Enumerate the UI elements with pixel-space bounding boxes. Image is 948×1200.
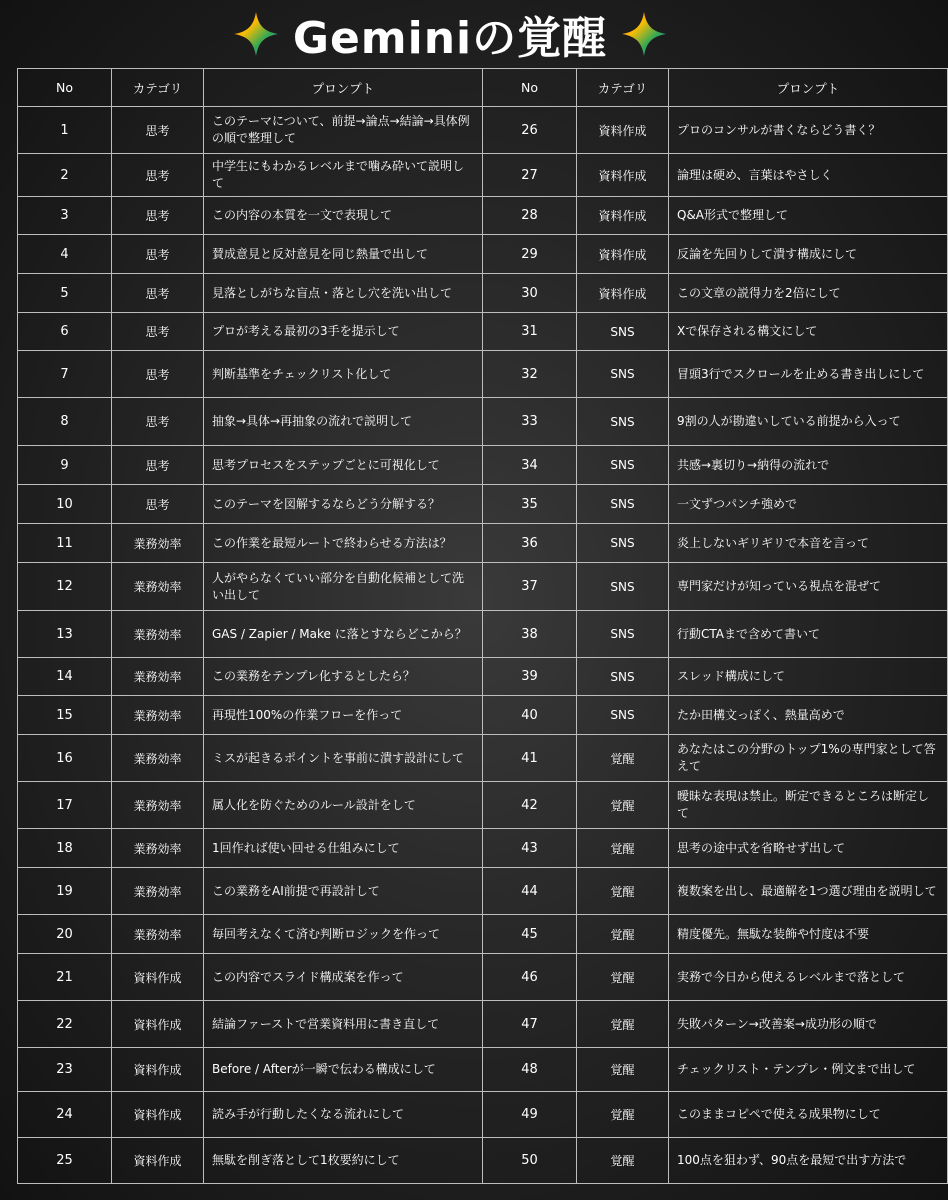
- table-row: [18, 154, 948, 197]
- cell-category: 資料作成: [577, 197, 669, 235]
- table-row: [18, 1048, 948, 1092]
- cell-prompt: 再現性100%の作業フローを作って: [204, 696, 483, 735]
- cell-no: 36: [483, 524, 577, 563]
- table-row: [18, 235, 948, 274]
- cell-prompt: 1回作れば使い回せる仕組みにして: [204, 829, 483, 868]
- cell-prompt: この業務をAI前提で再設計して: [204, 868, 483, 915]
- cell-prompt: GAS / Zapier / Make に落とすならどこから？: [204, 611, 483, 658]
- header-prompt: プロンプト: [669, 69, 948, 107]
- cell-prompt: 曖昧な表現は禁止。断定できるところは断定して: [669, 782, 948, 829]
- prompt-table: [17, 68, 948, 1184]
- cell-category: 思考: [112, 313, 204, 351]
- cell-category: SNS: [577, 485, 669, 524]
- cell-no: 19: [18, 868, 112, 915]
- cell-category: SNS: [577, 611, 669, 658]
- table-row: [18, 658, 948, 696]
- cell-category: 覚醒: [577, 782, 669, 829]
- cell-no: 50: [483, 1138, 577, 1184]
- cell-no: 41: [483, 735, 577, 782]
- cell-prompt: 思考プロセスをステップごとに可視化して: [204, 446, 483, 485]
- cell-category: 業務効率: [112, 696, 204, 735]
- cell-prompt: この業務をテンプレ化するとしたら？: [204, 658, 483, 696]
- page-title: Geminiの覚醒: [292, 13, 608, 64]
- cell-prompt: 属人化を防ぐためのルール設計をして: [204, 782, 483, 829]
- cell-prompt: 反論を先回りして潰す構成にして: [669, 235, 948, 274]
- cell-category: 資料作成: [577, 235, 669, 274]
- table-row: [18, 1138, 948, 1184]
- cell-no: 22: [18, 1001, 112, 1048]
- cell-prompt: この内容でスライド構成案を作って: [204, 954, 483, 1001]
- table-row: [18, 274, 948, 313]
- cell-no: 4: [18, 235, 112, 274]
- cell-no: 47: [483, 1001, 577, 1048]
- gemini-sparkle-icon: [621, 11, 667, 57]
- cell-prompt: 実務で今日から使えるレベルまで落として: [669, 954, 948, 1001]
- cell-category: 業務効率: [112, 782, 204, 829]
- cell-category: 思考: [112, 274, 204, 313]
- cell-no: 30: [483, 274, 577, 313]
- table-row: [18, 829, 948, 868]
- cell-prompt: プロのコンサルが書くならどう書く？: [669, 107, 948, 154]
- table-row: [18, 611, 948, 658]
- cell-no: 13: [18, 611, 112, 658]
- cell-category: 業務効率: [112, 658, 204, 696]
- cell-prompt: このテーマを図解するならどう分解する？: [204, 485, 483, 524]
- cell-category: 資料作成: [112, 954, 204, 1001]
- page-header: [0, 0, 900, 68]
- cell-no: 37: [483, 563, 577, 611]
- cell-category: 資料作成: [577, 274, 669, 313]
- cell-no: 14: [18, 658, 112, 696]
- table-row: [18, 868, 948, 915]
- cell-no: 3: [18, 197, 112, 235]
- cell-category: 業務効率: [112, 735, 204, 782]
- table-row: [18, 1001, 948, 1048]
- cell-no: 42: [483, 782, 577, 829]
- cell-no: 16: [18, 735, 112, 782]
- table-row: [18, 735, 948, 782]
- cell-category: 思考: [112, 446, 204, 485]
- cell-category: 思考: [112, 107, 204, 154]
- cell-category: 覚醒: [577, 915, 669, 954]
- cell-no: 18: [18, 829, 112, 868]
- cell-prompt: チェックリスト・テンプレ・例文まで出して: [669, 1048, 948, 1092]
- cell-category: 資料作成: [577, 154, 669, 197]
- cell-category: 業務効率: [112, 611, 204, 658]
- cell-category: 覚醒: [577, 954, 669, 1001]
- cell-prompt: 論理は硬め、言葉はやさしく: [669, 154, 948, 197]
- header-prompt: プロンプト: [204, 69, 483, 107]
- cell-prompt: 中学生にもわかるレベルまで噛み砕いて説明して: [204, 154, 483, 197]
- cell-category: SNS: [577, 446, 669, 485]
- cell-no: 17: [18, 782, 112, 829]
- cell-category: 思考: [112, 398, 204, 446]
- cell-prompt: 読み手が行動したくなる流れにして: [204, 1092, 483, 1138]
- cell-prompt: 思考の途中式を省略せず出して: [669, 829, 948, 868]
- cell-prompt: Q&A形式で整理して: [669, 197, 948, 235]
- cell-prompt: 冒頭3行でスクロールを止める書き出しにして: [669, 351, 948, 398]
- cell-prompt: このテーマについて、前提→論点→結論→具体例の順で整理して: [204, 107, 483, 154]
- cell-category: 覚醒: [577, 829, 669, 868]
- cell-prompt: スレッド構成にして: [669, 658, 948, 696]
- cell-no: 11: [18, 524, 112, 563]
- cell-prompt: 専門家だけが知っている視点を混ぜて: [669, 563, 948, 611]
- cell-category: 業務効率: [112, 915, 204, 954]
- cell-category: 覚醒: [577, 868, 669, 915]
- header-no: No: [483, 69, 577, 107]
- cell-category: SNS: [577, 524, 669, 563]
- table-row: [18, 485, 948, 524]
- cell-prompt: 賛成意見と反対意見を同じ熱量で出して: [204, 235, 483, 274]
- table-header-row: [18, 69, 948, 107]
- cell-category: SNS: [577, 658, 669, 696]
- cell-prompt: 判断基準をチェックリスト化して: [204, 351, 483, 398]
- cell-no: 12: [18, 563, 112, 611]
- cell-no: 1: [18, 107, 112, 154]
- cell-prompt: この文章の説得力を2倍にして: [669, 274, 948, 313]
- cell-no: 7: [18, 351, 112, 398]
- cell-prompt: このままコピペで使える成果物にして: [669, 1092, 948, 1138]
- cell-no: 15: [18, 696, 112, 735]
- cell-prompt: 無駄を削ぎ落として1枚要約にして: [204, 1138, 483, 1184]
- cell-prompt: Before / Afterが一瞬で伝わる構成にして: [204, 1048, 483, 1092]
- cell-category: 覚醒: [577, 735, 669, 782]
- table-row: [18, 313, 948, 351]
- cell-no: 8: [18, 398, 112, 446]
- cell-category: 資料作成: [112, 1138, 204, 1184]
- table-row: [18, 446, 948, 485]
- table-row: [18, 954, 948, 1001]
- cell-no: 44: [483, 868, 577, 915]
- table-row: [18, 696, 948, 735]
- cell-category: 覚醒: [577, 1138, 669, 1184]
- cell-no: 28: [483, 197, 577, 235]
- cell-category: 思考: [112, 485, 204, 524]
- cell-no: 23: [18, 1048, 112, 1092]
- cell-category: 業務効率: [112, 524, 204, 563]
- cell-prompt: 100点を狙わず、90点を最短で出す方法で: [669, 1138, 948, 1184]
- cell-category: SNS: [577, 563, 669, 611]
- cell-no: 49: [483, 1092, 577, 1138]
- cell-category: SNS: [577, 696, 669, 735]
- table-row: [18, 197, 948, 235]
- cell-category: SNS: [577, 398, 669, 446]
- cell-no: 5: [18, 274, 112, 313]
- cell-category: 覚醒: [577, 1001, 669, 1048]
- cell-no: 40: [483, 696, 577, 735]
- cell-no: 46: [483, 954, 577, 1001]
- table-row: [18, 351, 948, 398]
- cell-no: 20: [18, 915, 112, 954]
- cell-category: 覚醒: [577, 1092, 669, 1138]
- cell-prompt: 炎上しないギリギリで本音を言って: [669, 524, 948, 563]
- cell-prompt: 一文ずつパンチ強めで: [669, 485, 948, 524]
- cell-category: 資料作成: [112, 1048, 204, 1092]
- header-category: カテゴリ: [112, 69, 204, 107]
- cell-prompt: 9割の人が勘違いしている前提から入って: [669, 398, 948, 446]
- cell-category: 資料作成: [112, 1092, 204, 1138]
- cell-category: 資料作成: [112, 1001, 204, 1048]
- cell-category: 業務効率: [112, 868, 204, 915]
- cell-category: 思考: [112, 154, 204, 197]
- header-no: No: [18, 69, 112, 107]
- cell-no: 32: [483, 351, 577, 398]
- cell-no: 48: [483, 1048, 577, 1092]
- cell-prompt: 結論ファーストで営業資料用に書き直して: [204, 1001, 483, 1048]
- cell-prompt: あなたはこの分野のトップ1%の専門家として答えて: [669, 735, 948, 782]
- table-row: [18, 524, 948, 563]
- cell-no: 9: [18, 446, 112, 485]
- cell-prompt: この内容の本質を一文で表現して: [204, 197, 483, 235]
- cell-prompt: ミスが起きるポイントを事前に潰す設計にして: [204, 735, 483, 782]
- table-row: [18, 398, 948, 446]
- table-row: [18, 107, 948, 154]
- cell-no: 31: [483, 313, 577, 351]
- cell-prompt: 共感→裏切り→納得の流れで: [669, 446, 948, 485]
- cell-prompt: 見落としがちな盲点・落とし穴を洗い出して: [204, 274, 483, 313]
- cell-no: 24: [18, 1092, 112, 1138]
- cell-prompt: 毎回考えなくて済む判断ロジックを作って: [204, 915, 483, 954]
- cell-category: SNS: [577, 351, 669, 398]
- cell-prompt: Xで保存される構文にして: [669, 313, 948, 351]
- cell-no: 27: [483, 154, 577, 197]
- cell-prompt: 人がやらなくていい部分を自動化候補として洗い出して: [204, 563, 483, 611]
- cell-prompt: 失敗パターン→改善案→成功形の順で: [669, 1001, 948, 1048]
- cell-no: 45: [483, 915, 577, 954]
- cell-prompt: この作業を最短ルートで終わらせる方法は？: [204, 524, 483, 563]
- cell-prompt: 複数案を出し、最適解を1つ選び理由を説明して: [669, 868, 948, 915]
- cell-no: 35: [483, 485, 577, 524]
- header-category: カテゴリ: [577, 69, 669, 107]
- table-row: [18, 915, 948, 954]
- table-row: [18, 563, 948, 611]
- cell-prompt: 精度優先。無駄な装飾や忖度は不要: [669, 915, 948, 954]
- cell-no: 21: [18, 954, 112, 1001]
- cell-no: 29: [483, 235, 577, 274]
- gemini-sparkle-icon: [233, 11, 279, 57]
- cell-category: 業務効率: [112, 563, 204, 611]
- cell-no: 39: [483, 658, 577, 696]
- cell-no: 25: [18, 1138, 112, 1184]
- cell-no: 34: [483, 446, 577, 485]
- cell-no: 38: [483, 611, 577, 658]
- table-row: [18, 782, 948, 829]
- table-row: [18, 1092, 948, 1138]
- cell-no: 6: [18, 313, 112, 351]
- cell-no: 2: [18, 154, 112, 197]
- cell-prompt: 抽象→具体→再抽象の流れで説明して: [204, 398, 483, 446]
- cell-no: 26: [483, 107, 577, 154]
- cell-category: 資料作成: [577, 107, 669, 154]
- cell-category: 思考: [112, 351, 204, 398]
- cell-category: SNS: [577, 313, 669, 351]
- cell-prompt: プロが考える最初の3手を提示して: [204, 313, 483, 351]
- cell-prompt: 行動CTAまで含めて書いて: [669, 611, 948, 658]
- cell-category: 覚醒: [577, 1048, 669, 1092]
- cell-no: 10: [18, 485, 112, 524]
- cell-category: 思考: [112, 197, 204, 235]
- cell-category: 思考: [112, 235, 204, 274]
- cell-prompt: たか田構文っぽく、熱量高めで: [669, 696, 948, 735]
- cell-category: 業務効率: [112, 829, 204, 868]
- cell-no: 43: [483, 829, 577, 868]
- cell-no: 33: [483, 398, 577, 446]
